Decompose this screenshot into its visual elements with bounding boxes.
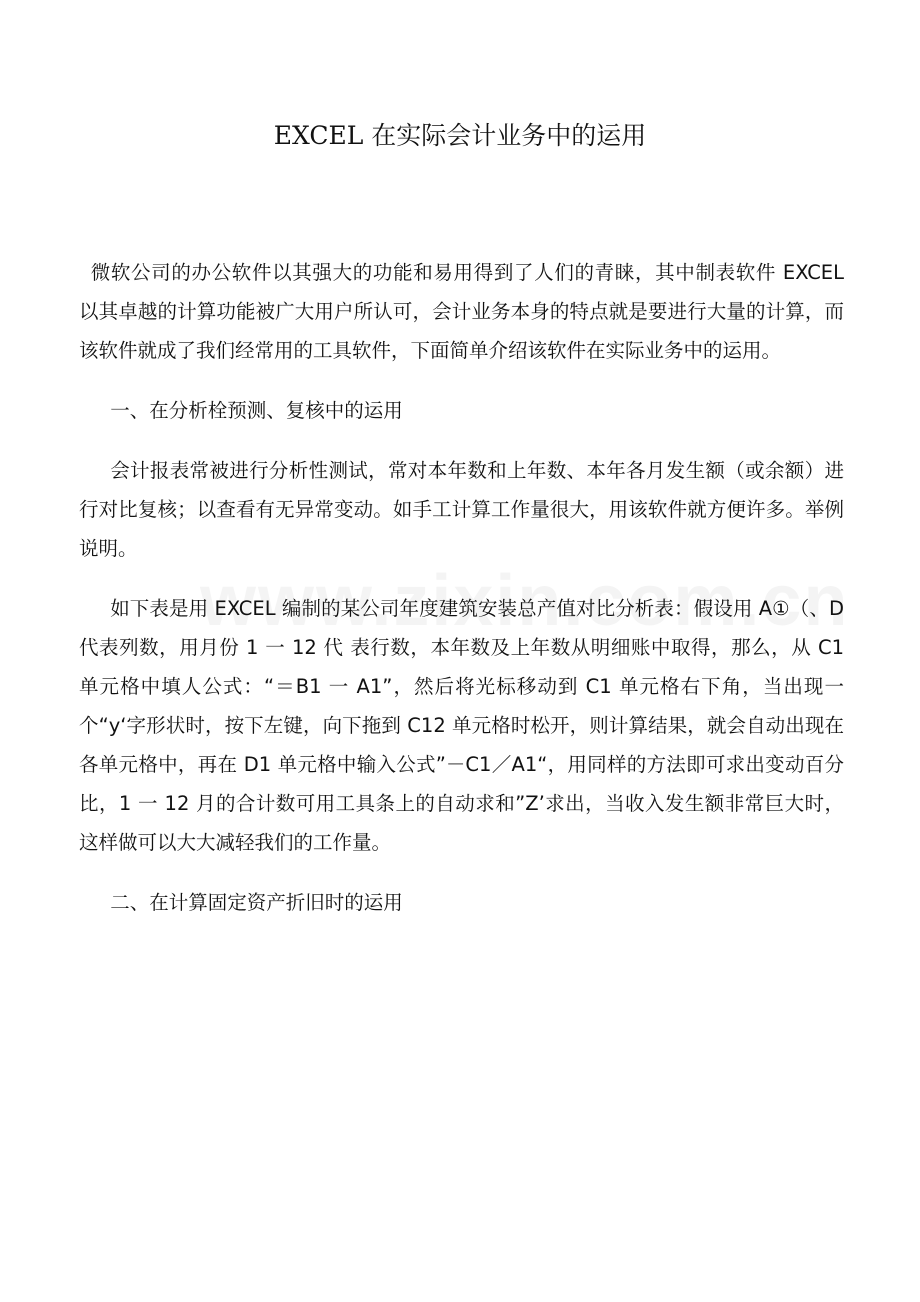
document-body [79, 253, 844, 943]
paragraph-analysis: 会计报表常被进行分析性测试，常对本年数和上年数、本年各月发生额（或余额）进行对比复核；以查看有无异常变动。如手工计算工作量很大，用该软件就方便许多。举例说明。 [79, 459, 844, 560]
document-title: EXCEL 在实际会计业务中的运用 [273, 121, 647, 150]
paragraph-example: 如下表是用 EXCEL 编制的某公司年度建筑安装总产值对比分析表：假设用 A①（、D 代表列数，用月份 1 一 12 代 表行数，本年数及上年数从明细账中取得，那么，从 C1 单元格中填人公式：“＝B1 一 A1”，然后将光标移动到 C1 单元格右下角，当出现一个“y‘字形状时，按下左键，向下拖到 C12 单元格时松开，则计算结果，就会自动出现在各单元格中，再在 D1 单元格中输入公式”－C1／A1“，用同样的方法即可求出变动百分比，1 一 12 月的合计数可用工具条上的自动求和”Z’求出，当收入发生额非常巨大时，这样做可以大大减轻我们的工作量。 [79, 597, 844, 854]
paragraph-intro: 微软公司的办公软件以其强大的功能和易用得到了人们的青睐，其中制表软件 EXCEL 以其卓越的计算功能被广大用户所认可，会计业务本身的特点就是要进行大量的计算，而该软件就成了我们经常用的工具软件，下面简单介绍该软件在实际业务中的运用。 [79, 261, 844, 362]
section-heading-2: 二、在计算固定资产折旧时的运用 [110, 891, 403, 914]
section-heading-1: 一、在分析栓预测、复核中的运用 [110, 399, 403, 422]
